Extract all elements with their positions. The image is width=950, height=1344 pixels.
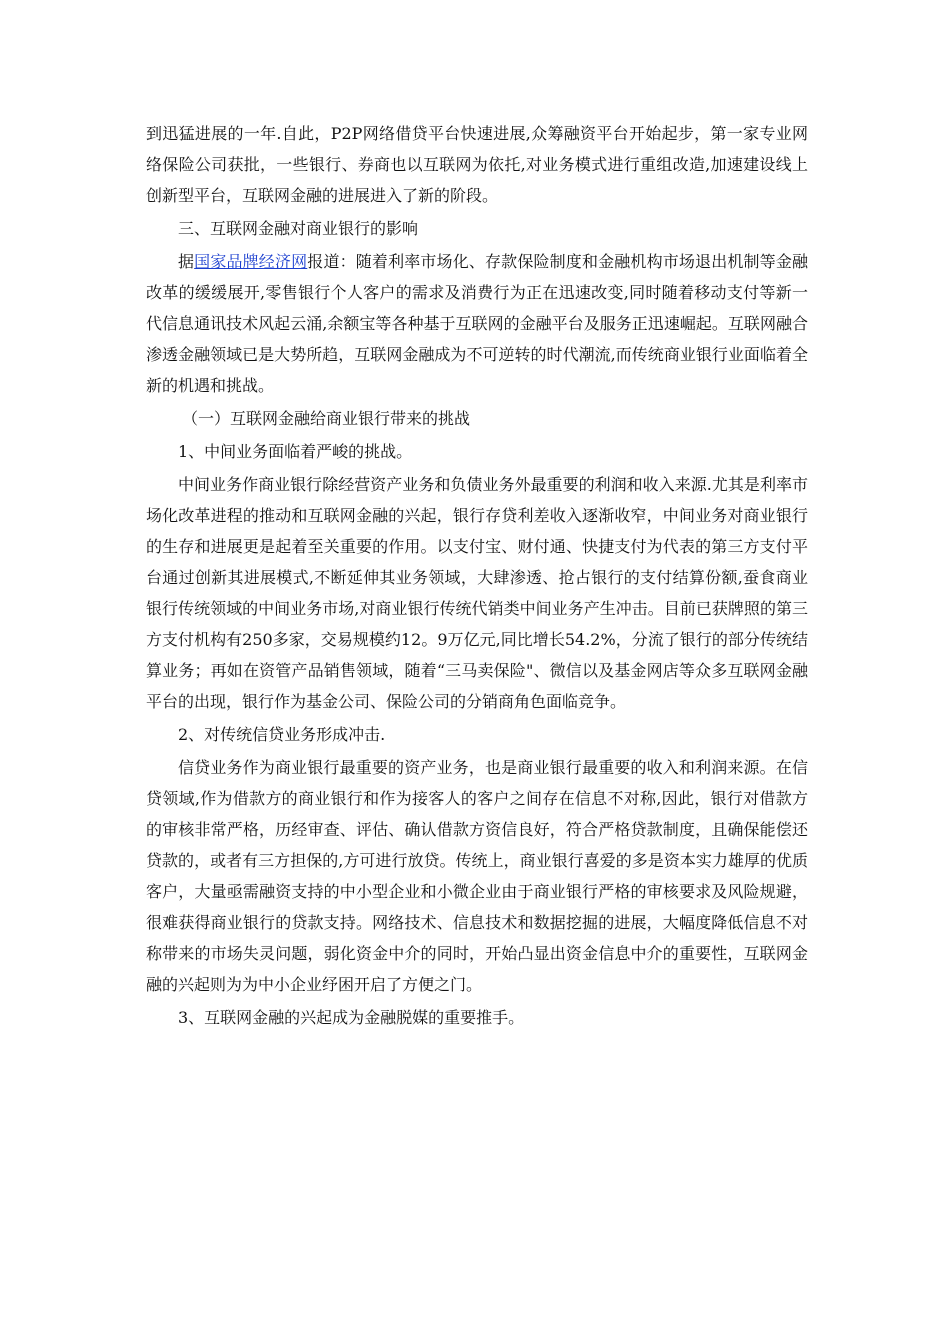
section-heading-3: 三、互联网金融对商业银行的影响 [178, 219, 419, 238]
document-page [146, 118, 808, 1035]
paragraph-intro-continuation: 到迅猛进展的一年.自此，P2P网络借贷平台快速进展,众筹融资平台开始起步，第一家专业网络保险公司获批，一些银行、券商也以互联网为依托,对业务模式进行重组改造,加速建设线上创新型平台，互联网金融的进展进入了新的阶段。 [146, 124, 808, 205]
report-prefix: 据 [178, 252, 195, 271]
report-body: 报道：随着利率市场化、存款保险制度和金融机构市场退出机制等金融改革的缓缓展开,零售银行个人客户的需求及消费行为正在迅速改变,同时随着移动支付等新一代信息通讯技术风起云涌,余额宝等各种基于互联网的金融平台及服务正迅速崛起。互联网融合渗透金融领域已是大势所趋，互联网金融成为不可逆转的时代潮流,而传统商业银行业面临着全新的机遇和挑战。 [146, 252, 808, 395]
item-heading-1: 1、中间业务面临着严峻的挑战。 [178, 442, 413, 461]
item-heading-2: 2、对传统信贷业务形成冲击. [178, 725, 386, 744]
source-link[interactable]: 国家品牌经济网 [194, 252, 308, 271]
paragraph-credit-business: 信贷业务作为商业银行最重要的资产业务，也是商业银行最重要的收入和利润来源。在信贷领域,作为借款方的商业银行和作为接客人的客户之间存在信息不对称,因此，银行对借款方的审核非常严格，历经审查、评估、确认借款方资信良好，符合严格贷款制度，且确保能偿还贷款的，或者有三方担保的,方可进行放贷。传统上，商业银行喜爱的多是资本实力雄厚的优质客户，大量亟需融资支持的中小型企业和小微企业由于商业银行严格的审核要求及风险规避，很难获得商业银行的贷款支持。网络技术、信息技术和数据挖掘的进展，大幅度降低信息不对称带来的市场失灵问题，弱化资金中介的同时，开始凸显出资金信息中介的重要性，互联网金融的兴起则为为中小企业纾困开启了方便之门。 [146, 758, 808, 994]
paragraph-news-report [146, 246, 808, 401]
paragraph-intermediary-business: 中间业务作商业银行除经营资产业务和负债业务外最重要的利润和收入来源.尤其是利率市场化改革进程的推动和互联网金融的兴起，银行存贷利差收入逐渐收窄，中间业务对商业银行的生存和进展更是起着至关重要的作用。以支付宝、财付通、快捷支付为代表的第三方支付平台通过创新其进展模式,不断延伸其业务领域，大肆渗透、抢占银行的支付结算份额,蚕食商业银行传统领域的中间业务市场,对商业银行传统代销类中间业务产生冲击。目前已获牌照的第三方支付机构有250多家，交易规模约12。9万亿元,同比增长54.2%，分流了银行的部分传统结算业务；再如在资管产品销售领域，随着“三马卖保险"、微信以及基金网店等众多互联网金融平台的出现，银行作为基金公司、保险公司的分销商角色面临竞争。 [146, 475, 808, 711]
subsection-heading-1: （一）互联网金融给商业银行带来的挑战 [182, 409, 471, 428]
item-heading-3: 3、互联网金融的兴起成为金融脱媒的重要推手。 [178, 1008, 525, 1027]
